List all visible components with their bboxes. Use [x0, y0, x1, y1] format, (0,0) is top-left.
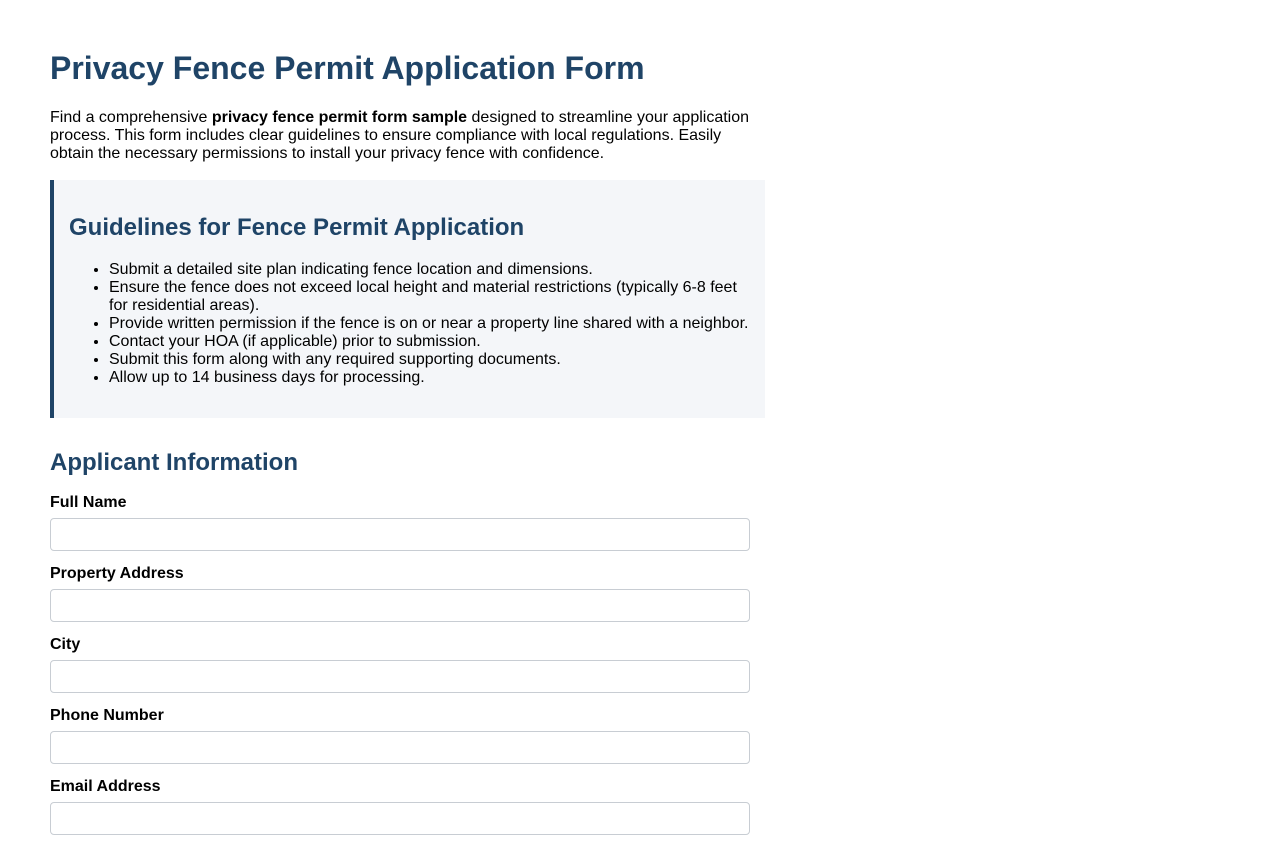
guidelines-panel [50, 180, 765, 418]
full-name-input[interactable] [50, 518, 750, 551]
full-name-label: Full Name [50, 494, 127, 511]
property-address-input[interactable] [50, 589, 750, 622]
email-address-field-group [50, 778, 750, 835]
page-title: Privacy Fence Permit Application Form [50, 50, 645, 86]
phone-number-input[interactable] [50, 731, 750, 764]
guideline-item: • Allow up to 14 business days for processing. [109, 369, 750, 387]
city-input[interactable] [50, 660, 750, 693]
guideline-item: • Submit this form along with any required supporting documents. [109, 351, 750, 369]
email-address-input[interactable] [50, 802, 750, 835]
intro-paragraph [50, 109, 750, 163]
guidelines-list [69, 261, 750, 387]
email-address-label: Email Address [50, 778, 161, 795]
city-label: City [50, 636, 81, 653]
guideline-item: • Contact your HOA (if applicable) prior to submission. [109, 333, 750, 351]
city-field-group [50, 636, 750, 693]
guideline-item: • Ensure the fence does not exceed local height and material restrictions (typically 6-8 feet for residential areas). [109, 279, 750, 315]
intro-text-bold: privacy fence permit form sample [211, 109, 468, 126]
full-name-field-group [50, 494, 750, 551]
page-content [50, 0, 750, 835]
guideline-item: • Provide written permission if the fence is on or near a property line shared with a neighbor. [109, 315, 750, 333]
phone-number-field-group [50, 707, 750, 764]
property-address-label: Property Address [50, 565, 184, 582]
guidelines-title: Guidelines for Fence Permit Application [69, 214, 525, 241]
intro-text-after: designed to streamline your application process. This form includes clear guidelines to ensure compliance with local regulations. Easily obtain the necessary permissions to install your privacy fence with confidence. [50, 109, 750, 162]
phone-number-label: Phone Number [50, 707, 164, 724]
applicant-form [50, 494, 750, 835]
intro-text-before: Find a comprehensive [50, 109, 212, 126]
guideline-item: • Submit a detailed site plan indicating fence location and dimensions. [109, 261, 750, 279]
applicant-section-title: Applicant Information [50, 449, 298, 476]
property-address-field-group [50, 565, 750, 622]
